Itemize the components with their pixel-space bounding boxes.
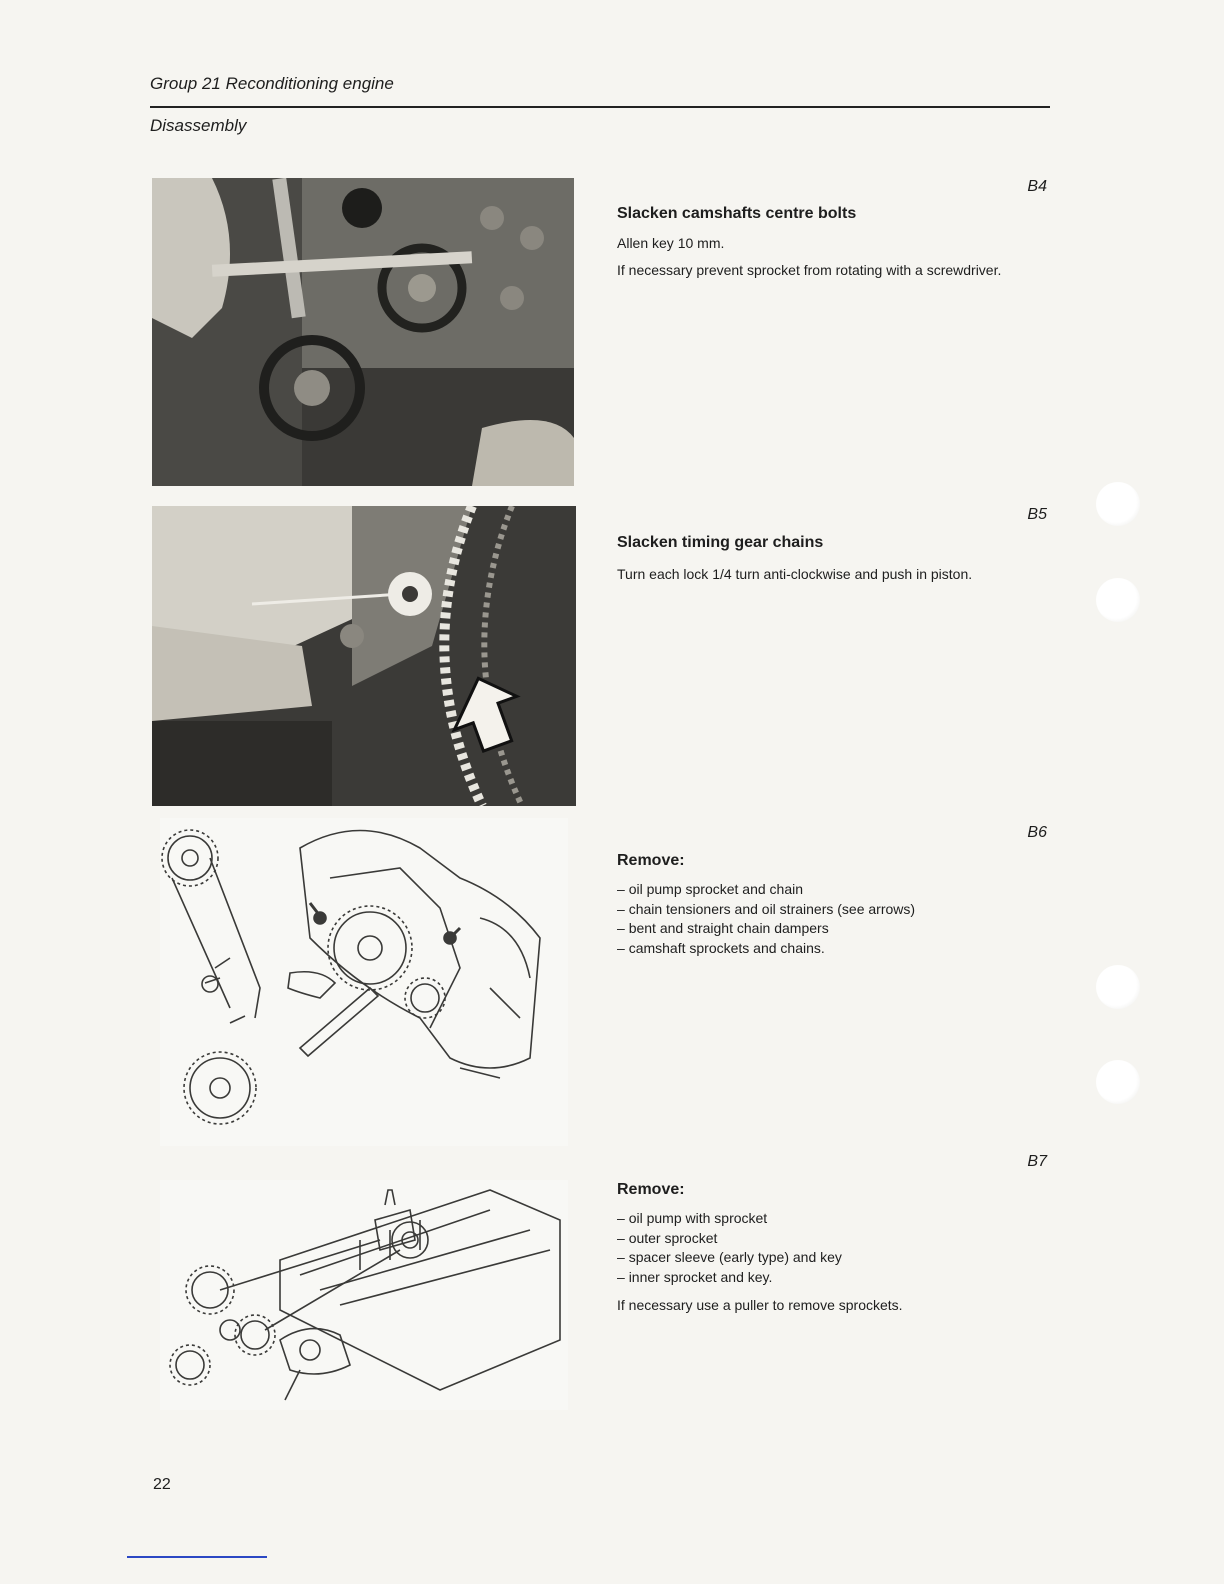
section-b7	[617, 1153, 1047, 1323]
list-item: – oil pump with sprocket	[617, 1209, 842, 1229]
list-item: – outer sprocket	[617, 1229, 842, 1249]
punch-hole	[1096, 482, 1140, 526]
section-b5	[617, 506, 1047, 606]
header-subtitle: Disassembly	[150, 116, 247, 135]
section-b4	[617, 178, 1047, 308]
section-title: Remove:	[617, 1181, 685, 1198]
list-item: – camshaft sprockets and chains.	[617, 939, 915, 959]
section-title: Slacken timing gear chains	[617, 534, 824, 551]
figure-b4-photo	[152, 178, 574, 486]
figure-b7-drawing	[160, 1180, 568, 1410]
header-rule	[150, 106, 1050, 108]
punch-hole	[1096, 578, 1140, 622]
section-paragraph: Allen key 10 mm.	[617, 235, 725, 251]
punch-hole	[1096, 965, 1140, 1009]
section-title: Remove:	[617, 852, 685, 869]
list-item: – spacer sleeve (early type) and key	[617, 1248, 842, 1268]
section-title: Slacken camshafts centre bolts	[617, 205, 857, 222]
section-code: B7	[1027, 1153, 1047, 1170]
section-note: If necessary use a puller to remove sprockets.	[617, 1297, 903, 1313]
header-group-title: Group 21 Reconditioning engine	[150, 74, 394, 93]
link-underline	[127, 1556, 267, 1558]
figure-b5-photo	[152, 506, 576, 806]
section-paragraph: If necessary prevent sprocket from rotating with a screwdriver.	[617, 262, 1002, 278]
list-item: – bent and straight chain dampers	[617, 919, 915, 939]
section-list	[617, 880, 915, 958]
section-b6	[617, 824, 1047, 964]
section-code: B4	[1027, 178, 1047, 195]
list-item: – chain tensioners and oil strainers (see arrows)	[617, 900, 915, 920]
punch-hole	[1096, 1060, 1140, 1104]
section-code: B5	[1027, 506, 1047, 523]
list-item: – inner sprocket and key.	[617, 1268, 842, 1288]
page-number: 22	[153, 1476, 171, 1493]
section-code: B6	[1027, 824, 1047, 841]
section-list	[617, 1209, 842, 1287]
list-item: – oil pump sprocket and chain	[617, 880, 915, 900]
figure-b6-drawing	[160, 818, 568, 1146]
section-paragraph: Turn each lock 1/4 turn anti-clockwise and push in piston.	[617, 566, 973, 582]
